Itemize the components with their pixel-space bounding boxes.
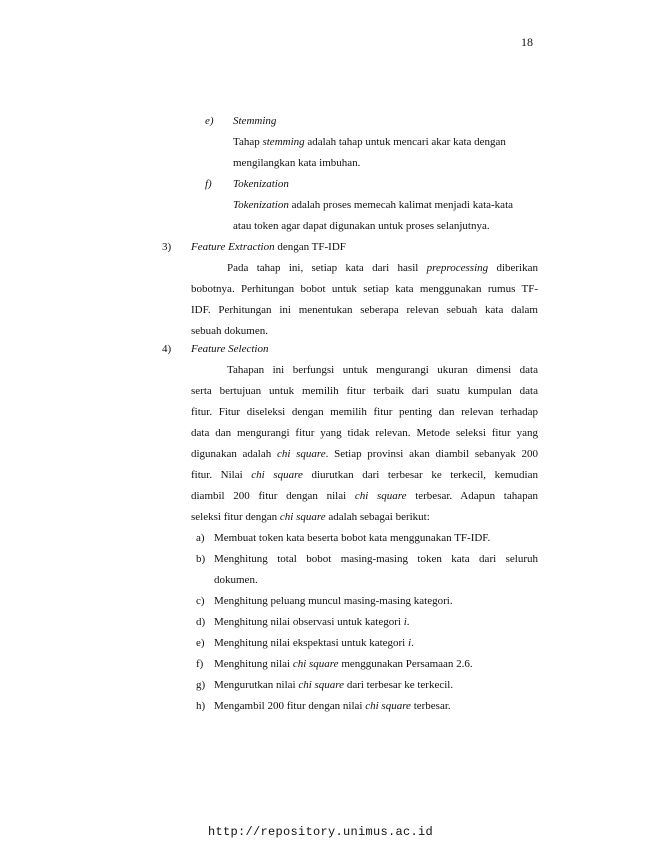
paragraph-line: Pada tahap ini, setiap kata dari hasil preprocessing diberikan <box>227 262 538 274</box>
step-marker: a) <box>196 532 205 544</box>
section-number: 4) <box>162 343 172 355</box>
step-text: Mengurutkan nilai chi square dari terbesar ke terkecil. <box>214 679 454 691</box>
step-text: Menghitung nilai ekspektasi untuk kategori i. <box>214 637 414 649</box>
step-marker: h) <box>196 700 206 712</box>
paragraph-line: IDF. Perhitungan ini menentukan seberapa relevan sebuah kata dalam <box>191 304 538 316</box>
step-text: Menghitung peluang muncul masing-masing kategori. <box>214 595 453 607</box>
paragraph-line: Tahapan ini berfungsi untuk mengurangi ukuran dimensi data <box>227 364 538 376</box>
section-title-feature-extraction: Feature Extraction dengan TF-IDF <box>191 241 346 253</box>
section-number: 3) <box>162 241 172 253</box>
step-marker: g) <box>196 679 206 691</box>
step-marker: f) <box>196 658 204 670</box>
section-title-feature-selection: Feature Selection <box>191 343 269 355</box>
list-marker: f) <box>205 178 212 190</box>
step-marker: b) <box>196 553 206 565</box>
paragraph-line: diambil 200 fitur dengan nilai chi square terbesar. Adapun tahapan <box>191 490 538 502</box>
step-text: Menghitung total bobot masing-masing token kata dari seluruh <box>214 553 538 565</box>
list-marker: e) <box>205 115 214 127</box>
paragraph-line: data dan mengurangi fitur yang tidak relevan. Metode seleksi fitur yang <box>191 427 538 439</box>
paragraph-line: Tahap stemming adalah tahap untuk mencari akar kata dengan <box>233 136 506 148</box>
paragraph-line: fitur. Nilai chi square diurutkan dari terbesar ke terkecil, kemudian <box>191 469 538 481</box>
paragraph-line: Tokenization adalah proses memecah kalimat menjadi kata-kata <box>233 199 514 211</box>
step-text: Mengambil 200 fitur dengan nilai chi square terbesar. <box>214 700 451 712</box>
paragraph-line: mengilangkan kata imbuhan. <box>233 157 361 169</box>
paragraph-line: fitur. Fitur diseleksi dengan memilih fitur penting dan relevan terhadap <box>191 406 538 418</box>
paragraph-line: bobotnya. Perhitungan bobot untuk setiap kata menggunakan rumus TF- <box>191 283 538 295</box>
footer-repository-url: http://repository.unimus.ac.id <box>208 825 434 839</box>
step-text: dokumen. <box>214 574 258 586</box>
paragraph-line: sebuah dokumen. <box>191 325 268 337</box>
step-marker: d) <box>196 616 206 628</box>
step-marker: c) <box>196 595 205 607</box>
page-number: 18 <box>521 35 533 49</box>
paragraph-line: seleksi fitur dengan chi square adalah sebagai berikut: <box>191 511 430 523</box>
step-text: Menghitung nilai observasi untuk kategori i. <box>214 616 410 628</box>
paragraph-line: serta bertujuan untuk memilih fitur terbaik dari suatu kumpulan data <box>191 385 538 397</box>
paragraph-line: digunakan adalah chi square. Setiap provinsi akan diambil sebanyak 200 <box>191 448 538 460</box>
subsection-title-stemming: Stemming <box>233 115 277 127</box>
subsection-title-tokenization: Tokenization <box>233 178 289 190</box>
step-text: Membuat token kata beserta bobot kata menggunakan TF-IDF. <box>214 532 491 544</box>
paragraph-line: atau token agar dapat digunakan untuk proses selanjutnya. <box>233 220 490 232</box>
step-text: Menghitung nilai chi square menggunakan Persamaan 2.6. <box>214 658 473 670</box>
step-marker: e) <box>196 637 205 649</box>
